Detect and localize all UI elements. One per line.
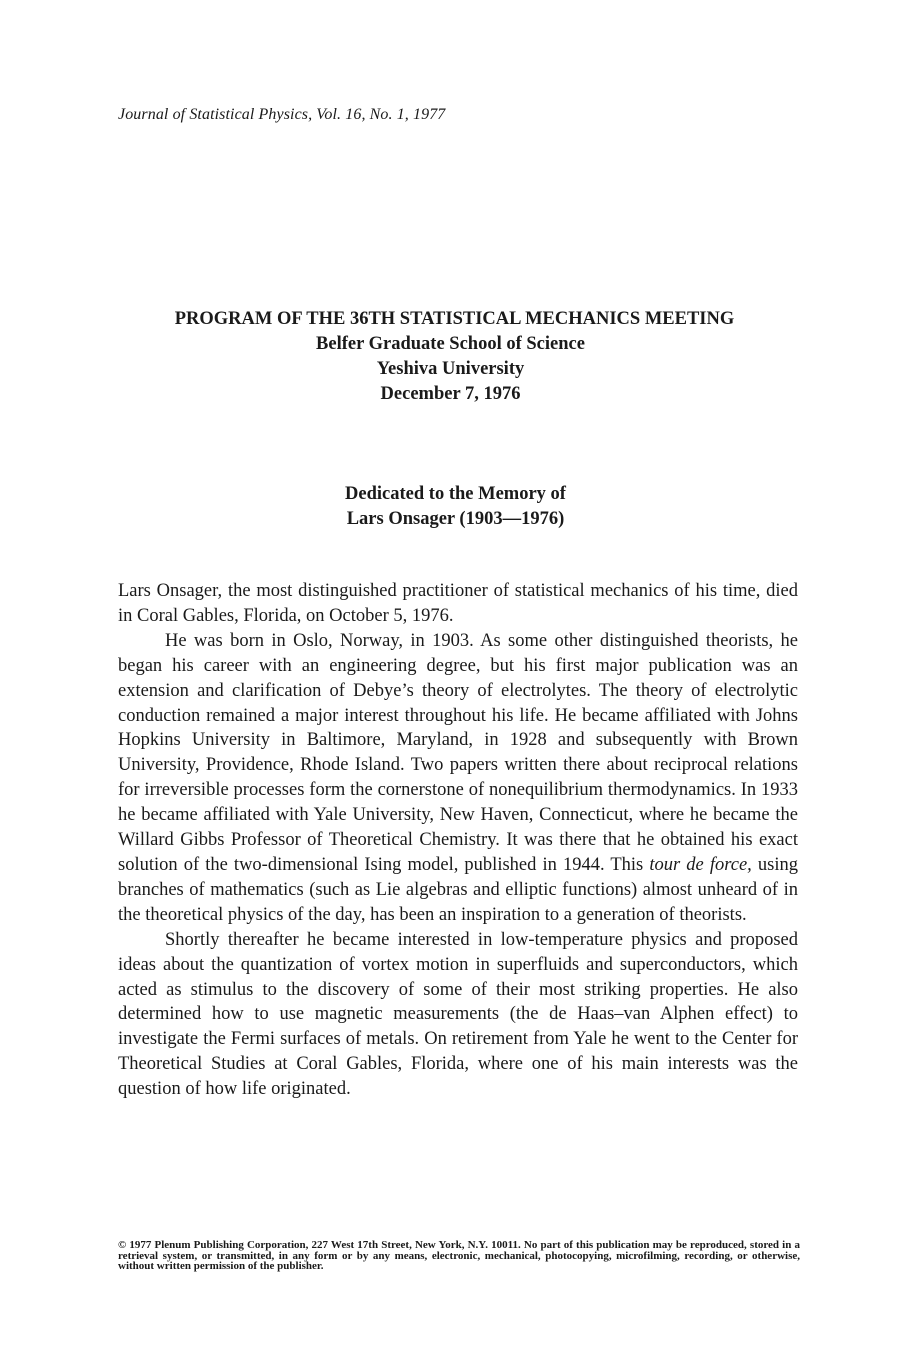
meeting-date: December 7, 1976 bbox=[380, 384, 521, 404]
dedication-line: Dedicated to the Memory of bbox=[345, 484, 566, 504]
paragraph-1: Lars Onsager, the most distinguished practitioner of statistical mechanics of his time, died in Coral Gables, Florida, on October 5, 1976. bbox=[118, 581, 798, 626]
meeting-title-block bbox=[0, 307, 901, 407]
dedication-block bbox=[0, 482, 901, 532]
paragraph-2-italic: tour de force, bbox=[649, 854, 752, 875]
paragraph-2-text-a: He was born in Oslo, Norway, in 1903. As some other distinguished theorists, he began his career with an engineering degree, but his first major publication was an extension and clarification of Debye’s theory of electrolytes. The theory of electrolytic conduction remained a major interest throughout his life. He became affiliated with Johns Hopkins University in Baltimore, Maryland, in 1928 and subsequently with Brown University, Providence, Rhode Island. Two papers written there about reciprocal relations for irreversible processes form the cornerstone of nonequilibrium thermodynamics. In 1933 he became affiliated with Yale University, New Haven, Connecticut, where he became the Willard Gibbs Professor of Theoretical Chemistry. It was there that he obtained his exact solution of the two-dimensional Ising model, published in 1944. This bbox=[118, 630, 798, 875]
university-name: Yeshiva University bbox=[376, 359, 525, 379]
paragraph-2 bbox=[118, 629, 798, 928]
copyright-footer: © 1977 Plenum Publishing Corporation, 227 West 17th Street, New York, N.Y. 10011. No part of this publication may be reproduced, stored in a retrieval system, or transmitted, in any form or by any means, electronic, mechanical, photocopying, microfilming, recording, or otherwise, without written permission of the publisher. bbox=[118, 1239, 800, 1272]
paragraph-3: Shortly thereafter he became interested in low-temperature physics and proposed ideas about the quantization of vortex motion in superfluids and superconductors, which acted as stimulus to the discovery of some of their most striking properties. He also determined how to use magnetic measurements (the de Haas–van Alphen effect) to investigate the Fermi surfaces of metals. On retirement from Yale he went to the Center for Theoretical Studies at Coral Gables, Florida, where one of his main interests was the question of how life originated. bbox=[118, 929, 798, 1100]
dedication-name: Lars Onsager (1903—1976) bbox=[346, 509, 565, 529]
obituary-body bbox=[118, 579, 798, 1102]
school-name: Belfer Graduate School of Science bbox=[316, 334, 585, 354]
meeting-title: PROGRAM OF THE 36TH STATISTICAL MECHANICS MEETING bbox=[174, 309, 735, 329]
journal-running-head: Journal of Statistical Physics, Vol. 16, No. 1, 1977 bbox=[118, 106, 446, 123]
paragraph-2-text-b: using branches of mathematics (such as Lie algebras and elliptic functions) almost unheard of in the theoretical physics of the day, has been an inspiration to a generation of theorists. bbox=[118, 854, 798, 925]
